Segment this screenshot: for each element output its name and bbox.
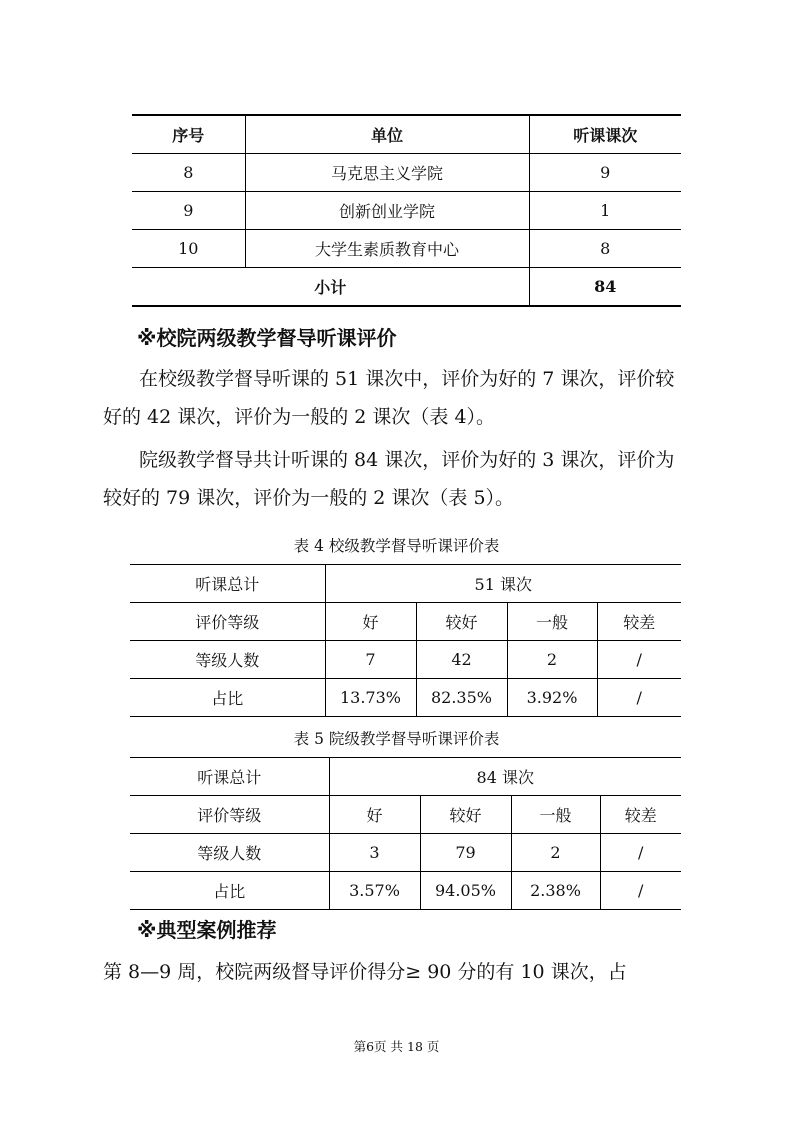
table-row (130, 603, 681, 641)
section-heading-evaluation: ※校院两级教学督导听课评价 (137, 326, 397, 350)
total-value: 51 课次 (325, 565, 681, 603)
paragraph-college-line1: 院级教学督导共计听课的 84 课次，评价为好的 3 课次，评价为 (139, 449, 675, 471)
table-row (130, 834, 681, 872)
table-row (132, 192, 681, 230)
count-cell: 79 (420, 834, 511, 872)
grade-cell: 较好 (416, 603, 507, 641)
grade-cell: 一般 (507, 603, 597, 641)
ratio-cell: 2.38% (511, 872, 600, 910)
table-row (130, 641, 681, 679)
ratio-cell: 82.35% (416, 679, 507, 717)
col-header-unit: 单位 (245, 115, 529, 154)
cell-unit: 创新创业学院 (245, 192, 529, 230)
table4-caption: 表 4 校级教学督导听课评价表 (293, 537, 500, 555)
table-row (130, 565, 681, 603)
grade-cell: 较好 (420, 796, 511, 834)
cell-index: 10 (132, 230, 245, 268)
count-label: 等级人数 (130, 834, 329, 872)
ratio-cell: 94.05% (420, 872, 511, 910)
cell-unit: 大学生素质教育中心 (245, 230, 529, 268)
table4-school-evaluation (130, 564, 681, 717)
count-cell: 3 (329, 834, 420, 872)
table5-college-evaluation (130, 757, 681, 910)
ratio-cell: 3.57% (329, 872, 420, 910)
ratio-cell: / (597, 679, 681, 717)
grade-label: 评价等级 (130, 796, 329, 834)
total-label: 听课总计 (130, 565, 325, 603)
total-label: 听课总计 (130, 758, 329, 796)
grade-label: 评价等级 (130, 603, 325, 641)
page-number: 第6页 共 18 页 (353, 1039, 440, 1054)
paragraph-school-line1: 在校级教学督导听课的 51 课次中，评价为好的 7 课次，评价较 (139, 368, 675, 390)
ratio-cell: 3.92% (507, 679, 597, 717)
total-value: 84 课次 (329, 758, 681, 796)
col-header-index: 序号 (132, 115, 245, 154)
paragraph-school-line2: 好的 42 课次，评价为一般的 2 课次（表 4）。 (103, 406, 496, 428)
table-row (130, 679, 681, 717)
ratio-label: 占比 (130, 679, 325, 717)
cell-index: 9 (132, 192, 245, 230)
grade-cell: 较差 (597, 603, 681, 641)
ratio-cell: / (600, 872, 681, 910)
table5-caption: 表 5 院级教学督导听课评价表 (293, 730, 500, 748)
col-header-count: 听课课次 (529, 115, 681, 154)
cell-count: 8 (529, 230, 681, 268)
cell-unit: 马克思主义学院 (245, 154, 529, 192)
ratio-cell: 13.73% (325, 679, 416, 717)
cell-count: 9 (529, 154, 681, 192)
table-row (132, 154, 681, 192)
grade-cell: 好 (325, 603, 416, 641)
paragraph-cases-line1: 第 8—9 周，校院两级督导评价得分≥ 90 分的有 10 课次，占 (103, 961, 627, 983)
section-heading-cases: ※典型案例推荐 (137, 918, 277, 942)
table-row (130, 758, 681, 796)
grade-cell: 好 (329, 796, 420, 834)
count-label: 等级人数 (130, 641, 325, 679)
paragraph-college-line2: 较好的 79 课次，评价为一般的 2 课次（表 5）。 (103, 487, 515, 509)
count-cell: / (597, 641, 681, 679)
subtotal-label: 小计 (132, 268, 529, 307)
grade-cell: 较差 (600, 796, 681, 834)
count-cell: 42 (416, 641, 507, 679)
unit-listening-table (132, 114, 681, 307)
subtotal-value: 84 (529, 268, 681, 307)
table-row (130, 872, 681, 910)
cell-index: 8 (132, 154, 245, 192)
count-cell: 2 (511, 834, 600, 872)
cell-count: 1 (529, 192, 681, 230)
table-row (130, 796, 681, 834)
count-cell: / (600, 834, 681, 872)
table-row (132, 230, 681, 268)
ratio-label: 占比 (130, 872, 329, 910)
count-cell: 2 (507, 641, 597, 679)
grade-cell: 一般 (511, 796, 600, 834)
count-cell: 7 (325, 641, 416, 679)
subtotal-row (132, 268, 681, 307)
